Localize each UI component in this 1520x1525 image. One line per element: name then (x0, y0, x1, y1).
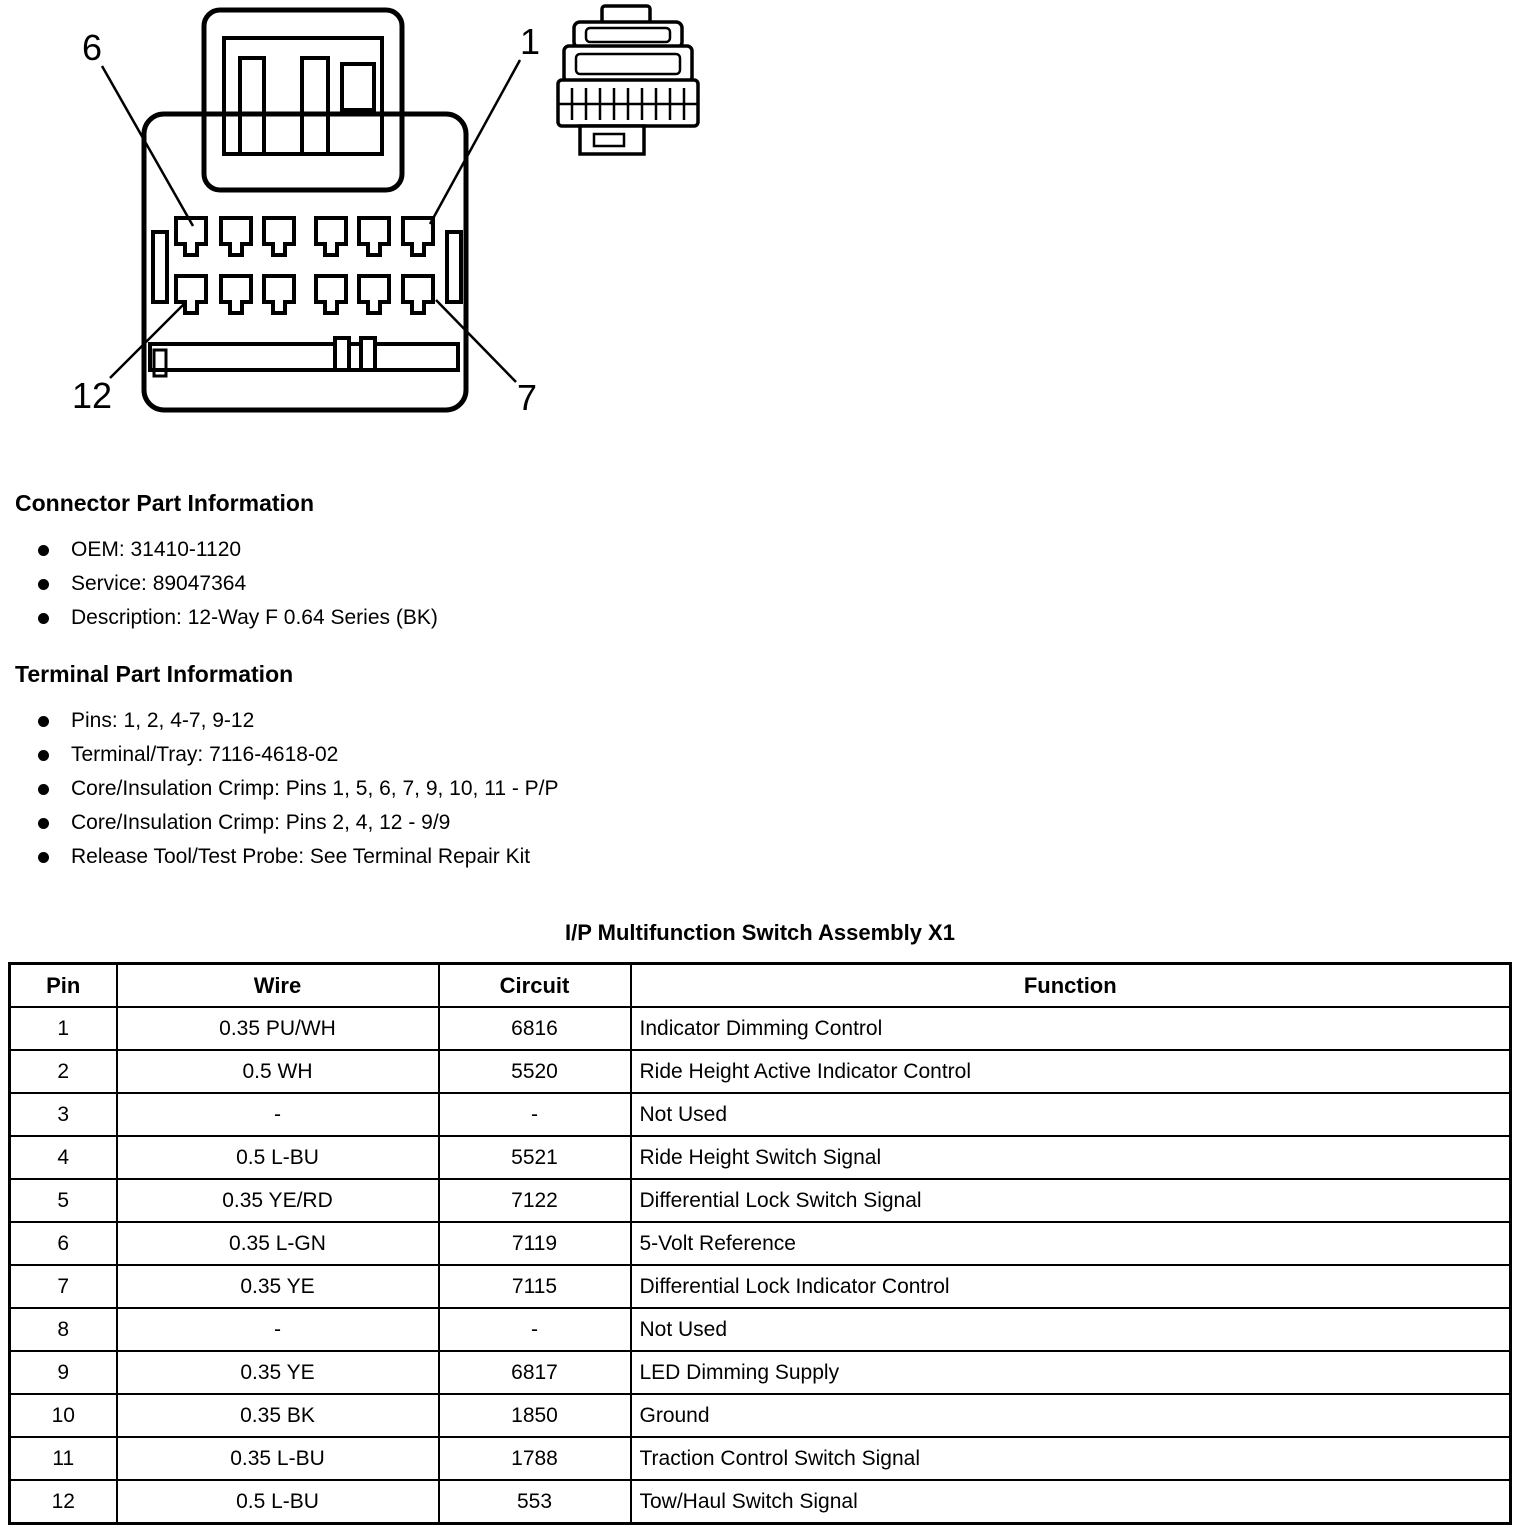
wire-cell: 0.35 YE (117, 1265, 439, 1308)
function-cell: Ride Height Active Indicator Control (631, 1050, 1511, 1093)
table-row (10, 1222, 1511, 1265)
terminal-info-crimp-pp: Core/Insulation Crimp: Pins 1, 5, 6, 7, 9, 10, 11 - P/P (71, 776, 559, 800)
pin-cell: 10 (10, 1394, 117, 1437)
function-cell: Differential Lock Indicator Control (631, 1265, 1511, 1308)
pinout-table (8, 962, 1512, 1525)
function-cell: 5-Volt Reference (631, 1222, 1511, 1265)
list-item (38, 738, 1520, 772)
circuit-cell: 1850 (439, 1394, 631, 1437)
table-row (10, 1437, 1511, 1480)
connector-front-view (144, 10, 466, 410)
function-cell: Traction Control Switch Signal (631, 1437, 1511, 1480)
connector-info-service: Service: 89047364 (71, 571, 247, 595)
list-item (38, 704, 1520, 738)
connector-info-description: Description: 12-Way F 0.64 Series (BK) (71, 605, 438, 629)
circuit-cell: 7119 (439, 1222, 631, 1265)
terminal-info-tray: Terminal/Tray: 7116-4618-02 (71, 742, 339, 766)
bullet-icon (38, 579, 49, 590)
wire-cell: 0.35 YE/RD (117, 1179, 439, 1222)
column-header-function: Function (631, 964, 1511, 1008)
callout-label-7: 7 (516, 377, 538, 418)
connector-perspective-view (558, 6, 698, 154)
bullet-icon (38, 750, 49, 761)
pin-cell: 1 (10, 1007, 117, 1050)
callout-line-6 (102, 66, 193, 226)
terminal-info-crimp-99: Core/Insulation Crimp: Pins 2, 4, 12 - 9/9 (71, 810, 451, 834)
pin-cell: 8 (10, 1308, 117, 1351)
wire-cell: 0.35 L-GN (117, 1222, 439, 1265)
pinout-table-title: I/P Multifunction Switch Assembly X1 (565, 920, 955, 945)
pin-cell: 7 (10, 1265, 117, 1308)
pin-cell: 11 (10, 1437, 117, 1480)
table-row (10, 1136, 1511, 1179)
table-header-row (10, 964, 1511, 1008)
pin-cell: 5 (10, 1179, 117, 1222)
table-row (10, 1007, 1511, 1050)
bullet-icon (38, 784, 49, 795)
list-item (38, 567, 1520, 601)
wire-cell: 0.35 L-BU (117, 1437, 439, 1480)
function-cell: Not Used (631, 1308, 1511, 1351)
wire-cell: 0.35 BK (117, 1394, 439, 1437)
circuit-cell: 7122 (439, 1179, 631, 1222)
bullet-icon (38, 852, 49, 863)
table-row (10, 1050, 1511, 1093)
pin-cell: 3 (10, 1093, 117, 1136)
column-header-pin: Pin (10, 964, 117, 1008)
pin-cell: 9 (10, 1351, 117, 1394)
pin-cell: 6 (10, 1222, 117, 1265)
function-cell: Ground (631, 1394, 1511, 1437)
circuit-cell: 5521 (439, 1136, 631, 1179)
wire-cell: 0.35 YE (117, 1351, 439, 1394)
circuit-cell: 7115 (439, 1265, 631, 1308)
table-row (10, 1093, 1511, 1136)
wire-cell: 0.5 WH (117, 1050, 439, 1093)
circuit-cell: - (439, 1308, 631, 1351)
page-content (0, 490, 1520, 1525)
table-row (10, 1394, 1511, 1437)
connector-info-oem: OEM: 31410-1120 (71, 537, 242, 561)
circuit-cell: 6816 (439, 1007, 631, 1050)
pin-cell: 4 (10, 1136, 117, 1179)
list-item (38, 772, 1520, 806)
wire-cell: 0.5 L-BU (117, 1136, 439, 1179)
callout-label-6: 6 (81, 27, 103, 68)
circuit-cell: 5520 (439, 1050, 631, 1093)
table-row (10, 1179, 1511, 1222)
bullet-icon (38, 545, 49, 556)
function-cell: LED Dimming Supply (631, 1351, 1511, 1394)
function-cell: Indicator Dimming Control (631, 1007, 1511, 1050)
wire-cell: - (117, 1093, 439, 1136)
table-row (10, 1351, 1511, 1394)
circuit-cell: 553 (439, 1480, 631, 1524)
table-row (10, 1308, 1511, 1351)
function-cell: Differential Lock Switch Signal (631, 1179, 1511, 1222)
column-header-circuit: Circuit (439, 964, 631, 1008)
terminal-info-pins: Pins: 1, 2, 4-7, 9-12 (71, 708, 255, 732)
table-row (10, 1480, 1511, 1524)
list-item (38, 533, 1520, 567)
callout-label-1: 1 (519, 21, 541, 62)
callout-line-1 (430, 60, 520, 224)
callout-label-12: 12 (71, 375, 113, 416)
terminal-info-release-tool: Release Tool/Test Probe: See Terminal Repair Kit (71, 844, 531, 868)
table-row (10, 1265, 1511, 1308)
function-cell: Ride Height Switch Signal (631, 1136, 1511, 1179)
bullet-icon (38, 613, 49, 624)
connector-diagram-section (0, 0, 1520, 448)
circuit-cell: 1788 (439, 1437, 631, 1480)
bullet-icon (38, 716, 49, 727)
function-cell: Not Used (631, 1093, 1511, 1136)
connector-part-information-heading: Connector Part Information (15, 490, 315, 516)
connector-diagram (0, 0, 720, 448)
column-header-wire: Wire (117, 964, 439, 1008)
wire-cell: 0.35 PU/WH (117, 1007, 439, 1050)
list-item (38, 806, 1520, 840)
circuit-cell: 6817 (439, 1351, 631, 1394)
wire-cell: 0.5 L-BU (117, 1480, 439, 1524)
pin-cell: 2 (10, 1050, 117, 1093)
list-item (38, 601, 1520, 635)
pin-cell: 12 (10, 1480, 117, 1524)
function-cell: Tow/Haul Switch Signal (631, 1480, 1511, 1524)
list-item (38, 840, 1520, 874)
circuit-cell: - (439, 1093, 631, 1136)
wire-cell: - (117, 1308, 439, 1351)
terminal-part-information-heading: Terminal Part Information (15, 661, 294, 687)
bullet-icon (38, 818, 49, 829)
